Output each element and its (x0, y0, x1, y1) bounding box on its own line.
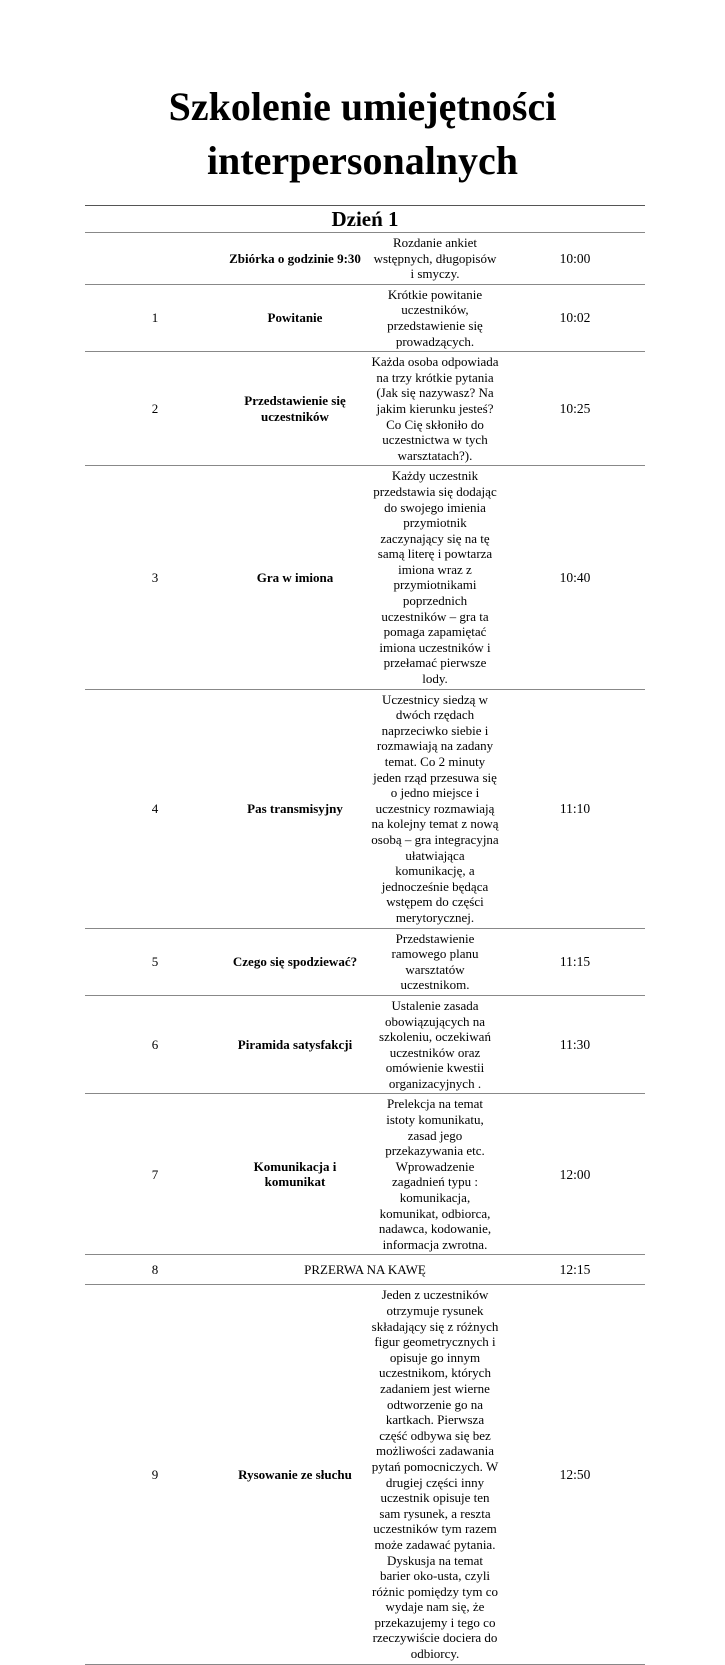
table-row (85, 352, 645, 466)
table-row (85, 284, 645, 351)
row-number: 6 (85, 995, 225, 1094)
activity-name: Komunikacja i komunikat (225, 1094, 365, 1255)
activity-description: Jeden z uczestników otrzymuje rysunek składający się z różnych figur geometrycznych i opisuje go innym uczestnikom, których zadaniem jest wierne odtworzenie go na kartkach. Pierwsza część odbywa się bez możliwości zadawania pytań pomocniczych. W drugiej części inny uczestnik opisuje ten sam rysunek, a reszta uczestników tym razem może zadawać pytania. Dyskusja na temat barier oko-usta, czyli różnic pomiędzy tym co wydaje nam się, że przekazujemy i tego co rzeczywiście dociera do odbiorcy. (365, 1285, 505, 1664)
activity-time: 10:02 (505, 284, 645, 351)
table-row (85, 1255, 645, 1285)
row-number: 2 (85, 352, 225, 466)
table-row (85, 995, 645, 1094)
activity-description: Każda osoba odpowiada na trzy krótkie pytania (Jak się nazywasz? Na jakim kierunku jesteś? Co Cię skłoniło do uczestnictwa w tych warsztatach?). (365, 352, 505, 466)
row-number (85, 233, 225, 285)
activity-time: 12:00 (505, 1094, 645, 1255)
activity-name: Piramida satysfakcji (225, 995, 365, 1094)
activity-name: Rysowanie ze słuchu (225, 1285, 365, 1664)
day-heading: Dzień 1 (85, 206, 645, 233)
row-number: 4 (85, 689, 225, 928)
activity-name: Pas transmisyjny (225, 689, 365, 928)
activity-description: Przedstawienie ramowego planu warsztatów uczestnikom. (365, 928, 505, 995)
activity-description: PRZERWA NA KAWĘ (225, 1255, 505, 1285)
activity-time: 10:40 (505, 466, 645, 689)
row-number: 9 (85, 1285, 225, 1664)
activity-time: 12:15 (505, 1255, 645, 1285)
activity-time: 11:30 (505, 995, 645, 1094)
table-row (85, 689, 645, 928)
activity-name: Przedstawienie się uczestników (225, 352, 365, 466)
table-row (85, 1285, 645, 1664)
page-title-line-2: interpersonalnych (206, 138, 519, 183)
activity-time: 10:00 (505, 233, 645, 285)
row-number: 3 (85, 466, 225, 689)
activity-time: 11:15 (505, 928, 645, 995)
activity-description: Uczestnicy siedzą w dwóch rzędach naprzeciwko siebie i rozmawiają na zadany temat. Co 2 minuty jeden rząd przesuwa się o jedno miejsce i uczestnicy rozmawiają na kolejny temat z nową osobą – gra integracyjna ułatwiająca komunikację, a jednocześnie będąca wstępem do części merytorycznej. (365, 689, 505, 928)
row-number: 1 (85, 284, 225, 351)
page-title-line-1: Szkolenie umiejętności (168, 84, 557, 129)
activity-time: 11:10 (505, 689, 645, 928)
activity-name: Czego się spodziewać? (225, 928, 365, 995)
row-number: 7 (85, 1094, 225, 1255)
activity-name: Powitanie (225, 284, 365, 351)
activity-description: Prelekcja na temat istoty komunikatu, zasad jego przekazywania etc. Wprowadzenie zagadnień typu : komunikacja, komunikat, odbiorca, nadawca, kodowanie, informacja zwrotna. (365, 1094, 505, 1255)
table-row (85, 233, 645, 285)
activity-time: 10:25 (505, 352, 645, 466)
row-number: 8 (85, 1255, 225, 1285)
table-row (85, 928, 645, 995)
activity-description: Każdy uczestnik przedstawia się dodając do swojego imienia przymiotnik zaczynający się na tę samą literę i powtarza imiona wraz z przymiotnikami poprzednich uczestników – gra ta pomaga zapamiętać imiona uczestników i przełamać pierwsze lody. (365, 466, 505, 689)
activity-name: Zbiórka o godzinie 9:30 (225, 233, 365, 285)
schedule-table (85, 205, 645, 1665)
activity-description: Ustalenie zasada obowiązujących na szkoleniu, oczekiwań uczestników oraz omówienie kwestii organizacyjnych . (365, 995, 505, 1094)
row-number: 5 (85, 928, 225, 995)
page-title (60, 80, 665, 188)
table-row (85, 466, 645, 689)
activity-description: Rozdanie ankiet wstępnych, długopisów i smyczy. (365, 233, 505, 285)
activity-description: Krótkie powitanie uczestników, przedstawienie się prowadzących. (365, 284, 505, 351)
activity-name: Gra w imiona (225, 466, 365, 689)
day-heading-row (85, 206, 645, 233)
table-row (85, 1094, 645, 1255)
activity-time: 12:50 (505, 1285, 645, 1664)
